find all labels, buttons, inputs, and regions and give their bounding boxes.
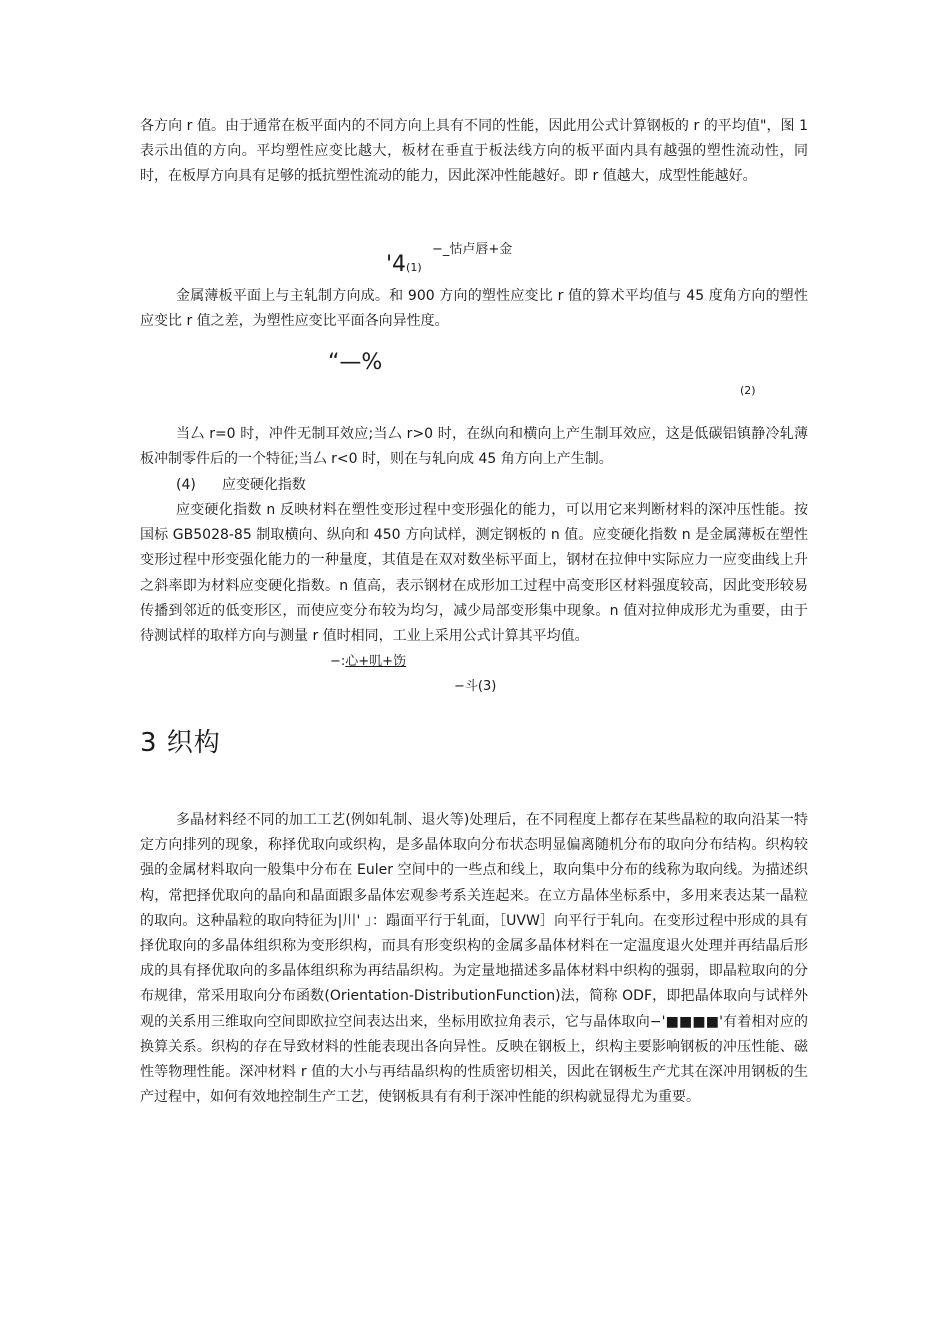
equation-3-prefix: −: (330, 654, 346, 669)
paragraph-texture: 多晶材料经不同的加工工艺(例如轧制、退火等)处理后，在不同程度上都存在某些晶粒的取向沿某一特定方向排列的现象，称择优取向或织构，是多晶体取向分布状态明显偏离随机分布的取向分布结构。织构较强的金属材料取向一般集中分布在 Euler 空间中的一些点和线上，取向集中分布的线称为取向线。为描述织构，常把择优取向的晶向和晶面跟多晶体宏观参考系关连起来。在立方晶体坐标系中，多用来表达某一晶粒的取向。这种晶粒的取向特征为|川' 」：蹋面平行于轧面，［UVW］向平行于轧向。在变形过程中形成的具有择优取向的多晶体组织称为变形织构，而具有形变织构的金属多晶体材料在一定温度退火处理并再结晶后形成的具有择优取向的多晶体组织称为再结晶织构。为定量地描述多晶体材料中织构的强弱，即晶粒取向的分布规律，常采用取向分布函数(Orientation-DistributionFunction)法，简称 ODF，即把晶体取向与试样外观的关系用三维取向空间即欧拉空间表达出来，坐标用欧拉角表示，它与晶体取向−'■■■■'有着相对应的换算关系。织构的存在导致材料的性能表现出各向异性。反映在钢板上，织构主要影响钢板的冲压性能、磁性等物理性能。深冲材料 r 值的大小与再结晶织构的性质密切相关，因此在钢板生产尤其在深冲用钢板的生产过程中，如何有效地控制生产工艺，使钢板具有有利于深冲性能的织构就显得尤为重要。 (140, 812, 808, 1106)
paragraph-planar-anisotropy: 金属薄板平面上与主轧制方向成。和 900 方向的塑性应变比 r 值的算术平均值与 45 度角方向的塑性应变比 r 值之差，为塑性应变比平面各向异性度。 (140, 288, 808, 330)
equation-2-main: “—% (328, 350, 383, 375)
equation-1-main: '4 (386, 252, 407, 277)
paragraph-earing-effect: 当厶 r=0 时，冲件无制耳效应;当厶 r>0 时，在纵向和横向上产生制耳效应，这是低碳铝镇静冷轧薄板冲制零件后的一个特征;当厶 r<0 时，则在与轧向成 45 角方向上产生制。 (140, 426, 808, 468)
equation-3-numerator (330, 650, 406, 669)
section-heading-texture: 3 织构 (140, 728, 221, 758)
equation-1-numerator: −_怙卢唇+金 (432, 242, 513, 257)
equation-2-number: (2) (740, 384, 756, 397)
equation-1 (386, 252, 422, 277)
subsection-title: 应变硬化指数 (221, 477, 306, 493)
equation-3-denominator: −斗(3) (454, 679, 497, 694)
paragraph-strain-hardening: 应变硬化指数 n 反映材料在塑性变形过程中变形强化的能力，可以用它来判断材料的深冲压性能。按国标 GB5028-85 制取横向、纵向和 450 方向试样，测定钢板的 n 值。应变硬化指数 n 是金属薄板在塑性变形过程中形变强化能力的一种量度，其值是在双对数坐标平面上，钢材在拉伸中实际应力一应变曲线上升之斜率即为材料应变硬化指数。n 值高，表示钢材在成形加工过程中高变形区材料强度较高，因此变形较易传播到邻近的低变形区，而使应变分布较为均匀，减少局部变形集中现象。n 值对拉伸成形尤为重要，由于待测试样的取样方向与测量 r 值时相同，工业上采用公式计算其平均值。 (140, 502, 808, 645)
subsection-number: (4) (176, 477, 196, 493)
paragraph-r-value-intro: 各方向 r 值。由于通常在板平面内的不同方向上具有不同的性能，因此用公式计算钢板的 r 的平均值"，图 1 表示出值的方向。平均塑性应变比越大，板材在垂直于板法线方向的板平面内具有越强的塑性流动性，同时，在板厚方向具有足够的抵抗塑性流动的能力，因此深冲性能越好。即 r 值越大，成型性能越好。 (140, 118, 808, 185)
equation-1-number: (1) (406, 261, 422, 274)
subsection-heading (176, 474, 332, 494)
equation-3-terms: 心+叽+饬 (345, 654, 407, 669)
